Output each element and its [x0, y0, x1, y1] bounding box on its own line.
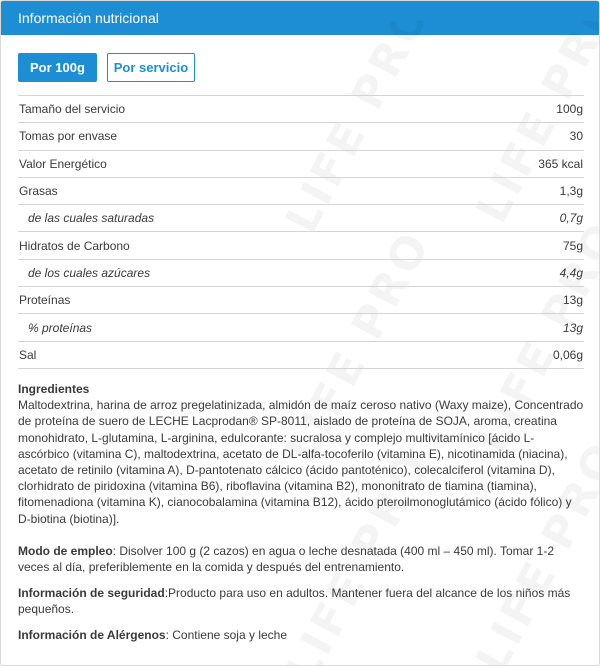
table-row [18, 232, 584, 259]
ingredients-section [18, 381, 584, 527]
row-label: de las cuales saturadas [28, 211, 155, 226]
row-value: 13g [562, 320, 583, 335]
allergens-section [18, 627, 584, 643]
usage-text: : Disolver 100 g (2 cazos) en agua o leche desnatada (400 ml – 450 ml). Tomar 1-2 veces al día, preferiblemente en la comida y después del entrenamiento. [18, 544, 555, 575]
row-value: 4,4g [559, 265, 583, 280]
table-row [18, 151, 584, 178]
row-label: % proteínas [28, 320, 93, 335]
portion-tabs [18, 53, 195, 82]
row-label: Hidratos de Carbono [19, 238, 130, 253]
ingredients-text: Maltodextrina, harina de arroz pregelatinizada, almidón de maíz ceroso nativo (Waxy maize), Concentrado de proteína de suero de LECHE Lacprodan® SP-8011, aislado de proteína de SOJA, aroma, creatina monohidrato, L-glutamina, L-arginina, edulcorante: sucralosa y complejo multivitamínico [ácido L-ascórbico (vitamina C), maltodextrina, acetato de DL-alfa-tocoferilo (vitamina E), nicotinamida (niacina), acetato de retinilo (vitamina A), D-pantotenato cálcico (ácido pantoténico), colecalciferol (vitamina D), clorhidrato de piridoxina (vitamina B6), riboflavina (vitamina B2), mononitrato de tiamina (tiamina), fitomenadiona (vitamina K), cianocobalamina (vitamina B12), ácido pteroilmonoglutámico (ácido fólico) y D-biotina (biotina)]. [18, 398, 584, 526]
table-row [18, 287, 584, 314]
row-label: Valor Energético [19, 156, 107, 171]
table-row [18, 178, 584, 205]
nutrition-table [18, 95, 584, 369]
row-value: 1,3g [559, 184, 583, 199]
row-label: Tamaño del servicio [19, 102, 126, 117]
row-label: de los cuales azúcares [28, 265, 151, 280]
safety-title: Información de seguridad [18, 586, 165, 600]
allergens-text: : Contiene soja y leche [165, 628, 287, 642]
row-value: 0,7g [559, 211, 583, 226]
allergens-title: Información de Alérgenos [18, 628, 166, 642]
row-label: Sal [19, 347, 37, 362]
table-row [18, 205, 584, 232]
table-row [18, 96, 584, 123]
table-row [18, 260, 584, 287]
safety-section [18, 585, 584, 617]
table-row [18, 342, 584, 369]
table-row [18, 314, 584, 341]
row-label: Tomas por envase [19, 129, 118, 144]
panel-header: Información nutricional [1, 1, 599, 35]
tab-per-serving[interactable]: Por servicio [107, 53, 195, 82]
usage-section [18, 543, 584, 575]
row-value: 0,06g [552, 347, 583, 362]
row-label: Grasas [19, 184, 58, 199]
row-value: 100g [556, 102, 583, 117]
row-value: 13g [562, 293, 583, 308]
tab-per-100g[interactable]: Por 100g [18, 53, 97, 82]
row-value: 30 [569, 129, 583, 144]
safety-text: :Producto para uso en adultos. Mantener fuera del alcance de los niños más pequeños. [18, 586, 571, 617]
row-label: Proteínas [19, 293, 71, 308]
row-value: 75g [562, 238, 583, 253]
ingredients-title: Ingredientes [18, 382, 90, 396]
table-row [18, 123, 584, 150]
row-value: 365 kcal [538, 156, 583, 171]
usage-title: Modo de empleo [18, 544, 113, 558]
